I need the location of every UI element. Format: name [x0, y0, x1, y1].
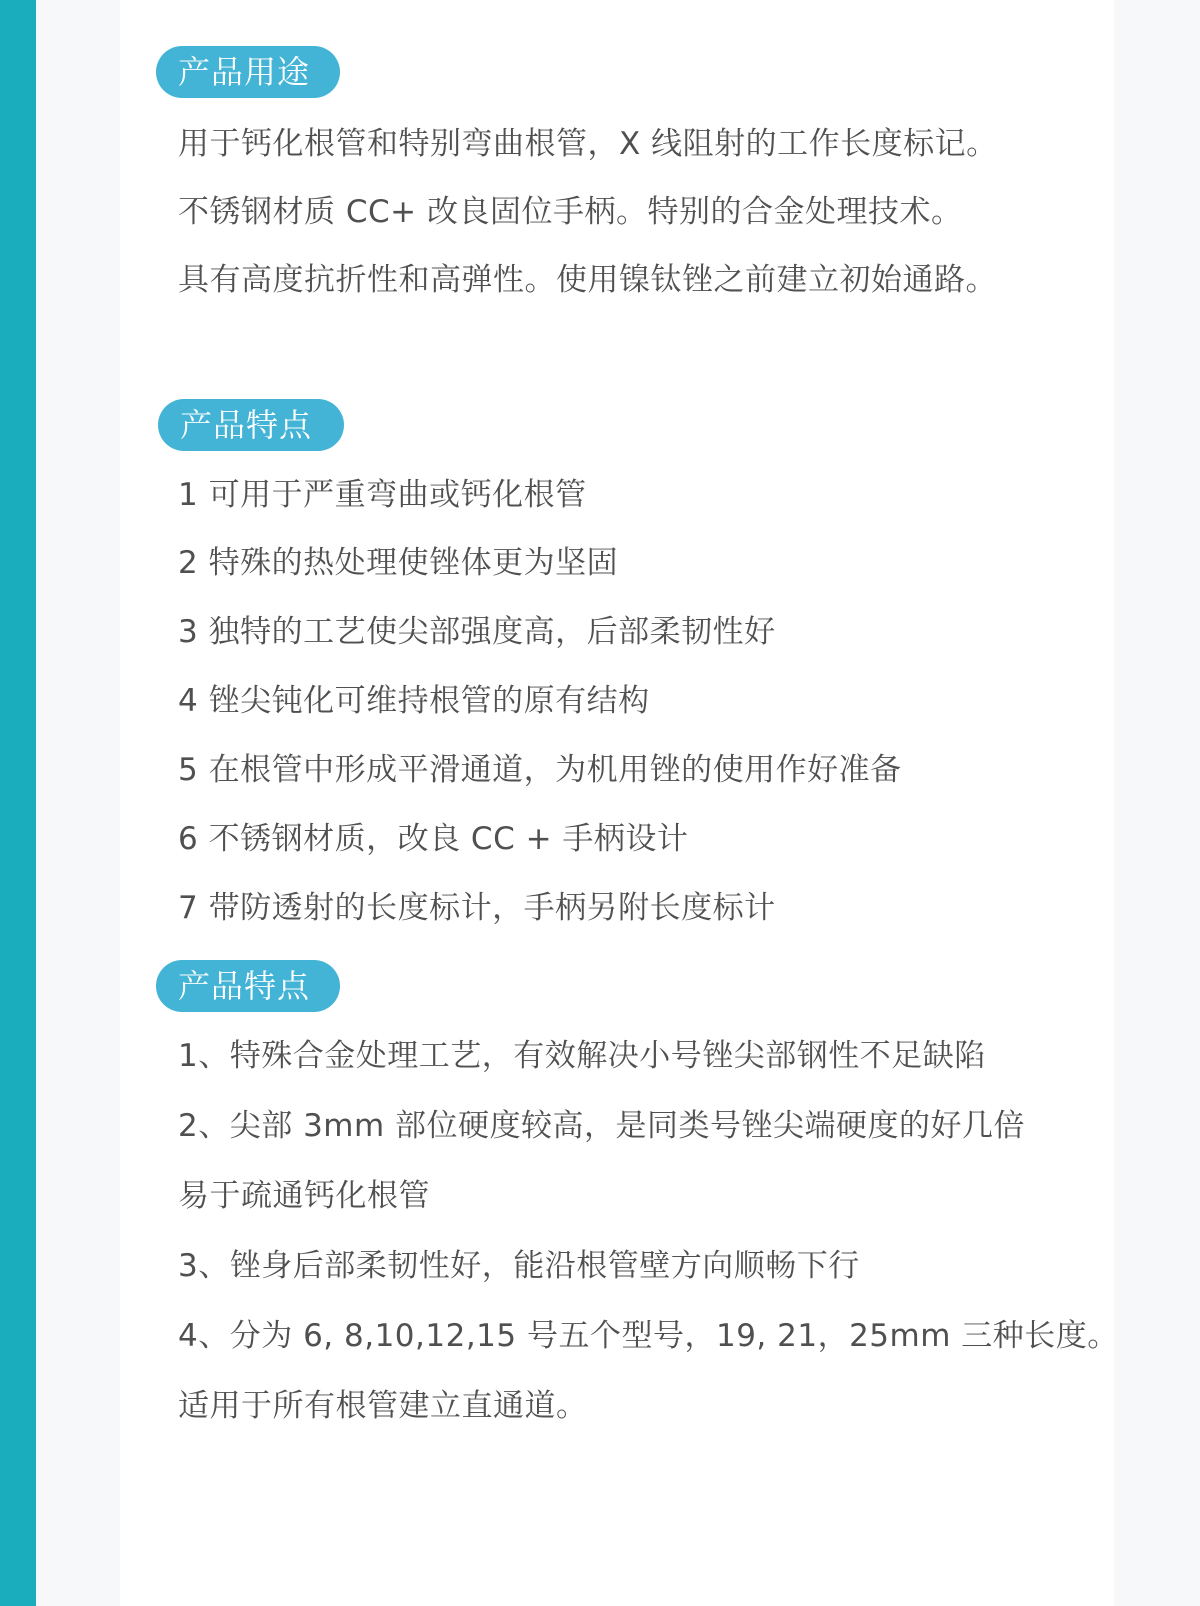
feature-detail-line: 1、特殊合金处理工艺，有效解决小号锉尖部钢性不足缺陷	[178, 1038, 986, 1074]
usage-line: 不锈钢材质 CC+ 改良固位手柄。特别的合金处理技术。	[178, 194, 963, 230]
right-margin	[1114, 0, 1200, 1606]
feature-detail-line: 3、锉身后部柔韧性好，能沿根管壁方向顺畅下行	[178, 1248, 860, 1284]
content-panel	[120, 0, 1114, 1606]
feature-line: 4 锉尖钝化可维持根管的原有结构	[178, 683, 650, 719]
section-label-usage: 产品用途	[156, 46, 340, 98]
section-label-features-2: 产品特点	[156, 960, 340, 1012]
feature-line: 7 带防透射的长度标计，手柄另附长度标计	[178, 890, 776, 926]
feature-line: 2 特殊的热处理使锉体更为坚固	[178, 545, 619, 581]
feature-line: 3 独特的工艺使尖部强度高，后部柔韧性好	[178, 614, 776, 650]
feature-line: 6 不锈钢材质，改良 CC + 手柄设计	[178, 821, 689, 857]
feature-detail-line: 4、分为 6, 8,10,12,15 号五个型号，19, 21，25mm 三种长度。	[178, 1318, 1119, 1354]
left-accent-stripe	[0, 0, 36, 1606]
left-margin	[36, 0, 120, 1606]
feature-detail-line: 适用于所有根管建立直通道。	[178, 1388, 588, 1424]
feature-detail-line: 易于疏通钙化根管	[178, 1178, 430, 1214]
usage-line: 具有高度抗折性和高弹性。使用镍钛锉之前建立初始通路。	[178, 262, 997, 298]
feature-line: 5 在根管中形成平滑通道，为机用锉的使用作好准备	[178, 752, 902, 788]
feature-detail-line: 2、尖部 3mm 部位硬度较高，是同类号锉尖端硬度的好几倍	[178, 1108, 1026, 1144]
feature-line: 1 可用于严重弯曲或钙化根管	[178, 477, 587, 513]
section-label-features: 产品特点	[158, 399, 344, 451]
usage-line: 用于钙化根管和特别弯曲根管，X 线阻射的工作长度标记。	[178, 126, 998, 162]
